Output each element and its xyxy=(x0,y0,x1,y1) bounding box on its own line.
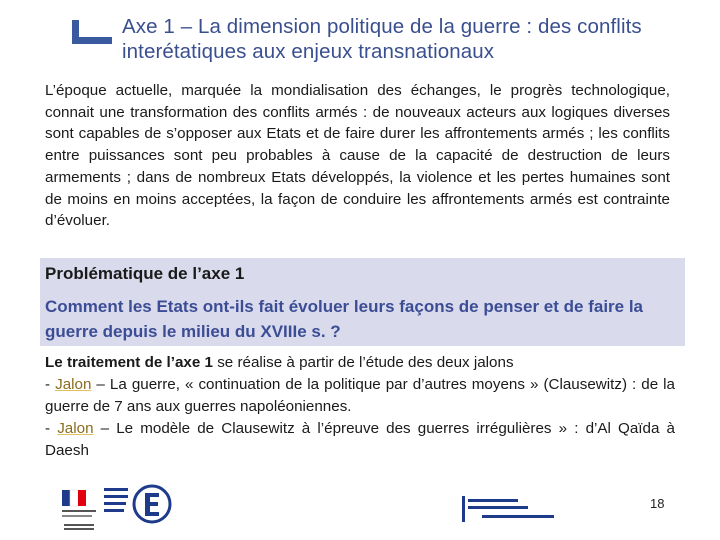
traitement-lead-rest: se réalise à partir de l’étude des deux jalons xyxy=(212,354,514,371)
traitement-lead-bold: Le traitement de l’axe 1 xyxy=(45,354,213,371)
jalon-label: Jalon xyxy=(55,376,92,393)
jalon-label: Jalon xyxy=(57,420,94,437)
problematique-question: Comment les Etats ont-ils fait évoluer leurs façons de penser et de faire la guerre depuis le milieu du XVIIIe s. ? xyxy=(45,297,644,341)
jalon-text: – La guerre, « continuation de la politique par d’autres moyens » (Clausewitz) : de la guerre de 7 ans aux guerres napoléoniennes. xyxy=(45,376,676,415)
ecole-confiance-logo xyxy=(462,494,557,524)
problematique-heading: Problématique de l’axe 1 xyxy=(45,264,245,283)
title-bracket-icon xyxy=(72,20,112,44)
traitement-section xyxy=(45,352,675,462)
jalon-text: – Le modèle de Clausewitz à l’épreuve des guerres irrégulières » : d’Al Qaïda à Daesh xyxy=(45,420,676,459)
jalon-item xyxy=(45,374,675,418)
jalon-item xyxy=(45,418,675,462)
jalon-prefix: - xyxy=(45,376,56,393)
slide-title: Axe 1 – La dimension politique de la guerre : des conflits interétatiques aux enjeux transnationaux xyxy=(122,15,642,63)
intro-paragraph: L’époque actuelle, marquée la mondialisation des échanges, le progrès technologique, connait une transformation des conflits armés : de nouveaux acteurs aux logiques diverses sont capables de s’opposer aux Etats et de faire durer les affrontements armés ; les conflits entre puissances sont peu probables à cause de la capacité de destruction de leurs armements ; dans de nombreux Etats développés, la violence et les pertes humaines sont de moins en moins acceptées, la façon de conduire les affrontements armés est contrainte d’évoluer. xyxy=(45,82,670,230)
jalon-prefix: - xyxy=(45,420,58,437)
traitement-lead xyxy=(45,352,675,374)
page-number: 18 xyxy=(650,496,665,511)
academie-logo xyxy=(60,478,180,538)
